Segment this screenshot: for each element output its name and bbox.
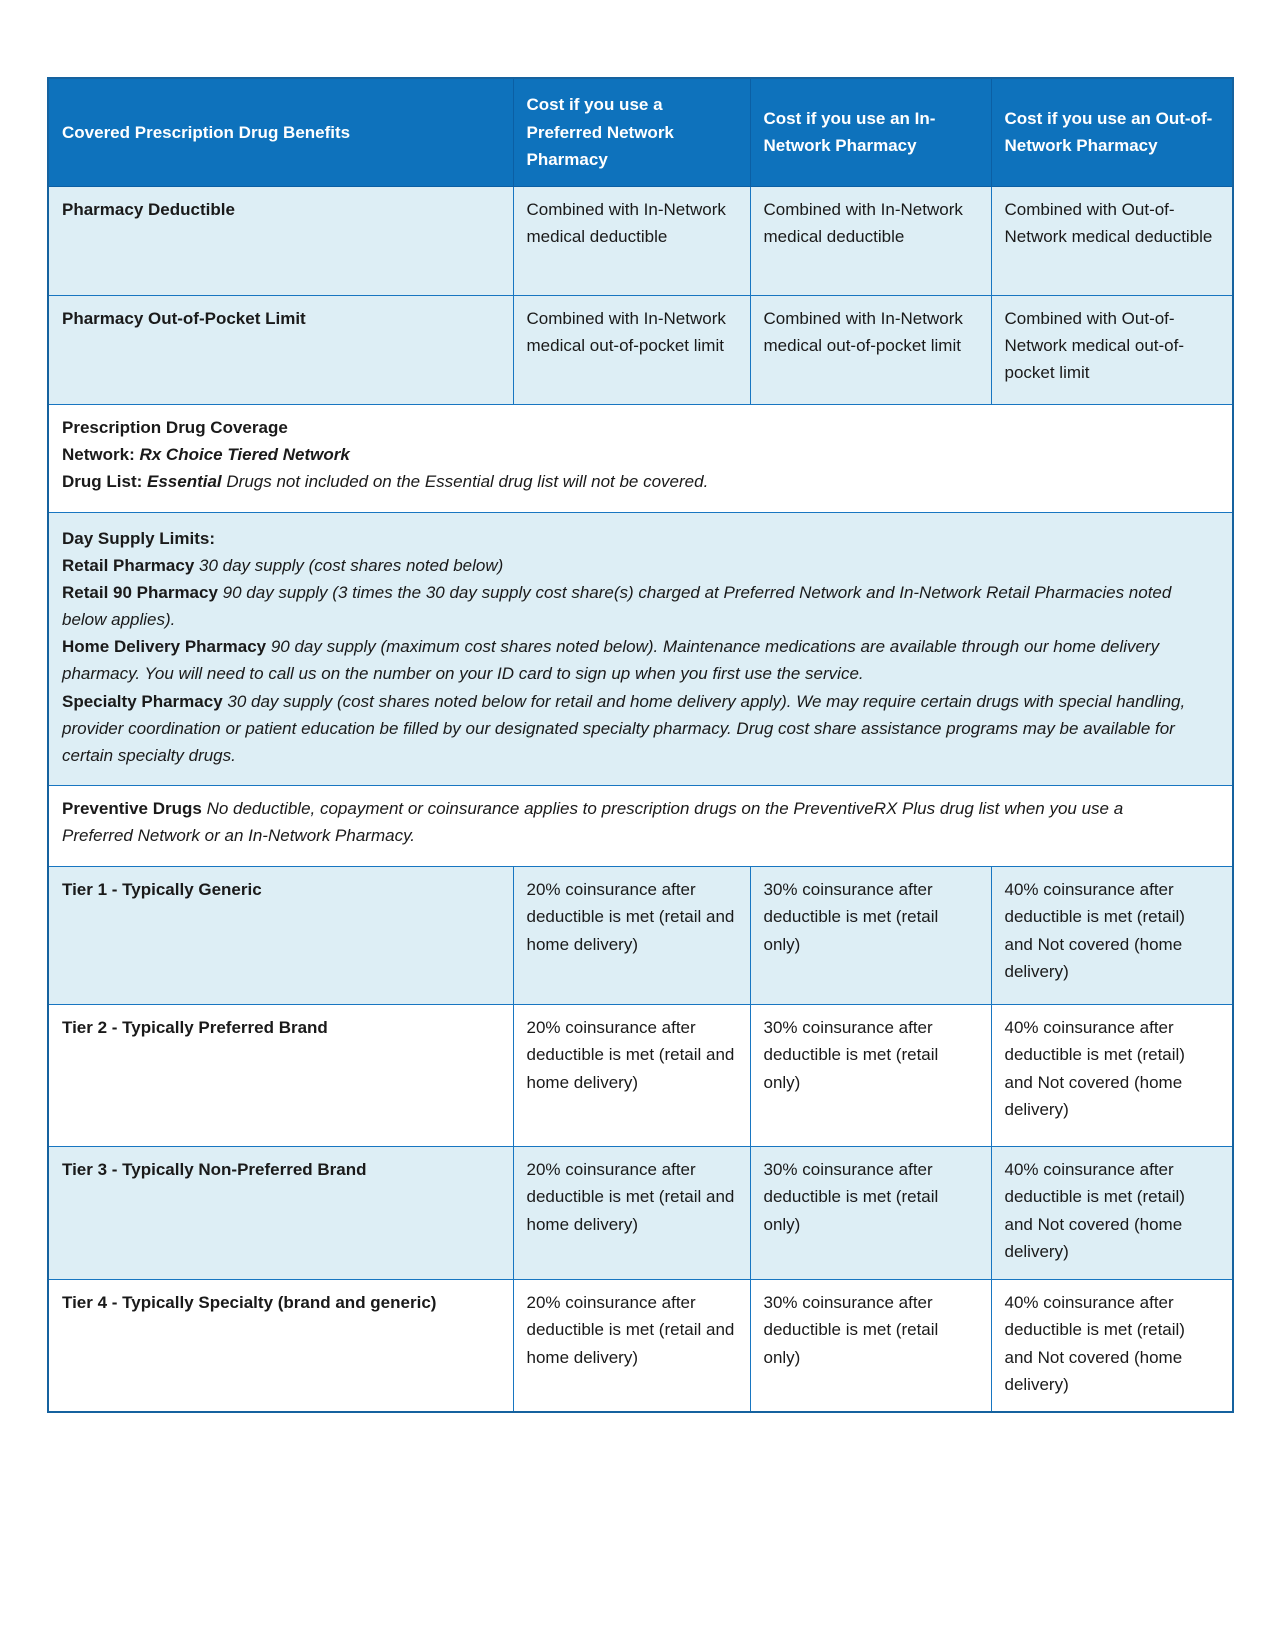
row-tier-3	[48, 1147, 1233, 1280]
row-tier-4	[48, 1280, 1233, 1412]
header-preferred-network-cost: Cost if you use a Preferred Network Pharmacy	[513, 78, 750, 186]
out-of-pocket-limit-out-of-network-cost: Combined with Out-of-Network medical out-of-pocket limit	[991, 295, 1233, 404]
tier-2-label: Tier 2 - Typically Preferred Brand	[48, 1005, 513, 1147]
prescription-drug-coverage-note	[48, 404, 1233, 512]
tier-1-label: Tier 1 - Typically Generic	[48, 867, 513, 1005]
tier-2-out-of-network-cost: 40% coinsurance after deductible is met (retail) and Not covered (home delivery)	[991, 1005, 1233, 1147]
prescription-drug-benefits-table	[47, 77, 1234, 1413]
benefit-label-out-of-pocket-limit: Pharmacy Out-of-Pocket Limit	[48, 295, 513, 404]
day-supply-limits-note	[48, 512, 1233, 786]
header-covered-benefits: Covered Prescription Drug Benefits	[48, 78, 513, 186]
tier-1-preferred-cost: 20% coinsurance after deductible is met (retail and home delivery)	[513, 867, 750, 1005]
tier-3-preferred-cost: 20% coinsurance after deductible is met (retail and home delivery)	[513, 1147, 750, 1280]
day-supply-retail-90: Retail 90 Pharmacy 90 day supply (3 times the 30 day supply cost share(s) charged at Preferred Network and In-Network Retail Pharmacies noted below applies).	[62, 582, 1172, 630]
tier-3-in-network-cost: 30% coinsurance after deductible is met (retail only)	[750, 1147, 991, 1280]
row-day-supply-limits	[48, 512, 1233, 786]
tier-3-out-of-network-cost: 40% coinsurance after deductible is met (retail) and Not covered (home delivery)	[991, 1147, 1233, 1280]
row-pharmacy-deductible	[48, 186, 1233, 295]
day-supply-specialty: Specialty Pharmacy 30 day supply (cost shares noted below for retail and home delivery apply). We may require certain drugs with special handling, provider coordination or patient education be filled by our designated specialty pharmacy. Drug cost share assistance programs may be available for certain specialty drugs.	[62, 691, 1186, 765]
tier-2-in-network-cost: 30% coinsurance after deductible is met (retail only)	[750, 1005, 991, 1147]
table-header-row	[48, 78, 1233, 186]
row-pharmacy-out-of-pocket-limit	[48, 295, 1233, 404]
preventive-drugs-note	[48, 786, 1233, 867]
coverage-note-title: Prescription Drug Coverage	[62, 417, 288, 437]
pharmacy-deductible-out-of-network-cost: Combined with Out-of-Network medical deductible	[991, 186, 1233, 295]
tier-2-preferred-cost: 20% coinsurance after deductible is met (retail and home delivery)	[513, 1005, 750, 1147]
tier-4-preferred-cost: 20% coinsurance after deductible is met (retail and home delivery)	[513, 1280, 750, 1412]
out-of-pocket-limit-in-network-cost: Combined with In-Network medical out-of-pocket limit	[750, 295, 991, 404]
row-tier-1	[48, 867, 1233, 1005]
tier-4-label: Tier 4 - Typically Specialty (brand and generic)	[48, 1280, 513, 1412]
tier-1-out-of-network-cost: 40% coinsurance after deductible is met (retail) and Not covered (home delivery)	[991, 867, 1233, 1005]
row-tier-2	[48, 1005, 1233, 1147]
preventive-drugs-text: Preventive Drugs No deductible, copayment or coinsurance applies to prescription drugs on the PreventiveRX Plus drug list when you use a Preferred Network or an In-Network Pharmacy.	[62, 799, 1124, 846]
day-supply-title: Day Supply Limits:	[62, 528, 216, 548]
pharmacy-deductible-preferred-cost: Combined with In-Network medical deductible	[513, 186, 750, 295]
coverage-note-drug-list: Drug List: Essential Drugs not included on the Essential drug list will not be covered.	[62, 471, 709, 491]
header-in-network-cost: Cost if you use an In-Network Pharmacy	[750, 78, 991, 186]
pharmacy-deductible-in-network-cost: Combined with In-Network medical deductible	[750, 186, 991, 295]
row-preventive-drugs	[48, 786, 1233, 867]
tier-3-label: Tier 3 - Typically Non-Preferred Brand	[48, 1147, 513, 1280]
header-out-of-network-cost: Cost if you use an Out-of-Network Pharmacy	[991, 78, 1233, 186]
tier-1-in-network-cost: 30% coinsurance after deductible is met (retail only)	[750, 867, 991, 1005]
tier-4-in-network-cost: 30% coinsurance after deductible is met (retail only)	[750, 1280, 991, 1412]
benefit-label-pharmacy-deductible: Pharmacy Deductible	[48, 186, 513, 295]
out-of-pocket-limit-preferred-cost: Combined with In-Network medical out-of-pocket limit	[513, 295, 750, 404]
coverage-note-network: Network: Rx Choice Tiered Network	[62, 444, 350, 464]
row-prescription-drug-coverage	[48, 404, 1233, 512]
day-supply-home-delivery: Home Delivery Pharmacy 90 day supply (maximum cost shares noted below). Maintenance medications are available through our home delivery pharmacy. You will need to call us on the number on your ID card to sign up when you first use the service.	[62, 637, 1160, 684]
day-supply-retail: Retail Pharmacy 30 day supply (cost shares noted below)	[62, 555, 504, 575]
tier-4-out-of-network-cost: 40% coinsurance after deductible is met (retail) and Not covered (home delivery)	[991, 1280, 1233, 1412]
